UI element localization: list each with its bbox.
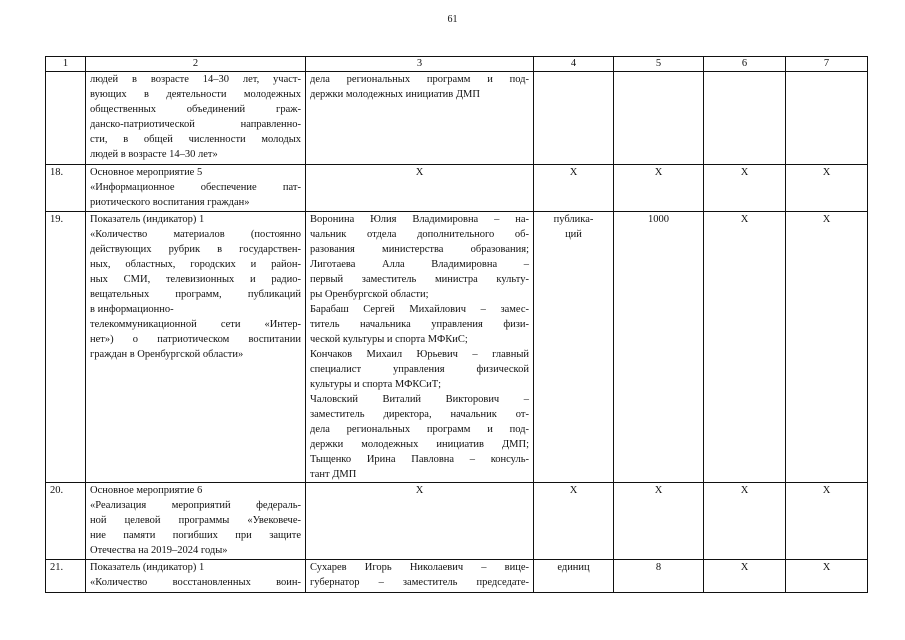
document-table [45,56,868,593]
value-cell: 8 [614,560,704,593]
text-line: тант ДМП [310,469,357,480]
column-header-3: 3 [306,57,534,72]
text-line: первый заместитель министра культу- [310,274,529,285]
description-cell [86,165,306,212]
text-line: вующих в деятельности молодежных [90,89,301,100]
text-line: публика- [553,214,594,225]
col6-cell: X [704,165,786,212]
value-cell: X [614,165,704,212]
responsible-cell [306,212,534,483]
text-line: «Информационное обеспечение пат- [90,182,301,193]
text-line: чальник отдела дополнительного об- [310,229,529,240]
row-number: 21. [46,560,86,593]
text-line: ние памяти погибших при защите [90,530,301,541]
text-line: действующих рубрик в государствен- [90,244,301,255]
row-number: 20. [46,483,86,560]
text-line: титель начальника управления физи- [310,319,529,330]
text-line: дела региональных программ и под- [310,424,529,435]
description-cell [86,212,306,483]
col7-cell: X [786,165,868,212]
table-row-19 [46,212,868,483]
text-line: нет») о патриотическом воспитании [90,334,301,345]
description-cell [86,72,306,165]
text-line: Основное мероприятие 6 [90,485,203,496]
responsible-cell: X [306,483,534,560]
column-header-6: 6 [704,57,786,72]
text-line: специалист управления физической [310,364,529,375]
table-row-21 [46,560,868,593]
unit-cell: единиц [534,560,614,593]
text-line: граждан в Оренбургской области» [90,349,244,360]
text-line: держки молодежных инициатив ДМП [310,89,480,100]
col7-cell: X [786,212,868,483]
table-row-20 [46,483,868,560]
responsible-cell [306,72,534,165]
text-line: в информационно- [90,304,174,315]
column-header-5: 5 [614,57,704,72]
text-line: Чаловский Виталий Викторович – [310,394,529,405]
text-line: ры Оренбургской области; [310,289,429,300]
col6-cell: X [704,212,786,483]
column-header-7: 7 [786,57,868,72]
table-row-18 [46,165,868,212]
text-line: Показатель (индикатор) 1 [90,562,205,573]
text-line: Воронина Юлия Владимировна – на- [310,214,529,225]
text-line: Лиготаева Алла Владимировна – [310,259,529,270]
row-number: 19. [46,212,86,483]
unit-cell: X [534,165,614,212]
text-line: культуры и спорта МФКСиТ; [310,379,442,390]
description-cell [86,560,306,593]
text-line: сти, в общей численности молодых [90,134,301,145]
text-line: «Количество материалов (постоянно [90,229,301,240]
text-line: Отечества на 2019–2024 годы» [90,545,228,556]
col6-cell [704,72,786,165]
text-line: Тыщенко Ирина Павловна – консуль- [310,454,529,465]
unit-cell: X [534,483,614,560]
text-line: вещательных программ, публикаций [90,289,301,300]
text-line: риотического воспитания граждан» [90,197,250,208]
text-line: ций [565,229,582,240]
column-header-2: 2 [86,57,306,72]
table-row-continuation [46,72,868,165]
col7-cell: X [786,560,868,593]
table-header-row [46,57,868,72]
row-number: 18. [46,165,86,212]
text-line: Основное мероприятие 5 [90,167,203,178]
text-line: губернатор – заместитель председате- [310,577,529,588]
col6-cell: X [704,483,786,560]
text-line: Барабаш Сергей Михайлович – замес- [310,304,529,315]
text-line: «Количество восстановленных воин- [90,577,301,588]
text-line: Кончаков Михаил Юрьевич – главный [310,349,529,360]
text-line: ных СМИ, телевизионных и радио- [90,274,301,285]
page-number: 61 [447,14,458,25]
text-line: заместитель директора, начальник от- [310,409,529,420]
value-cell: 1000 [614,212,704,483]
responsible-cell: X [306,165,534,212]
text-line: разования министерства образования; [310,244,529,255]
text-line: «Реализация мероприятий федераль- [90,500,301,511]
text-line: дела региональных программ и под- [310,74,529,85]
responsible-cell [306,560,534,593]
unit-cell [534,72,614,165]
text-line: данско-патриотической направленно- [90,119,301,130]
text-line: телекоммуникационной сети «Интер- [90,319,301,330]
text-line: Показатель (индикатор) 1 [90,214,205,225]
col7-cell: X [786,483,868,560]
value-cell: X [614,483,704,560]
column-header-1: 1 [46,57,86,72]
value-cell [614,72,704,165]
row-number [46,72,86,165]
text-line: ческой культуры и спорта МФКиС; [310,334,468,345]
column-header-4: 4 [534,57,614,72]
text-line: Сухарев Игорь Николаевич – вице- [310,562,529,573]
col6-cell: X [704,560,786,593]
text-line: ных, областных, городских и район- [90,259,301,270]
text-line: людей в возрасте 14–30 лет» [90,149,218,160]
text-line: держки молодежных инициатив ДМП; [310,439,529,450]
col7-cell [786,72,868,165]
text-line: общественных объединений граж- [90,104,301,115]
unit-cell [534,212,614,483]
text-line: людей в возрасте 14–30 лет, участ- [90,74,301,85]
text-line: ной целевой программы «Увековече- [90,515,301,526]
description-cell [86,483,306,560]
